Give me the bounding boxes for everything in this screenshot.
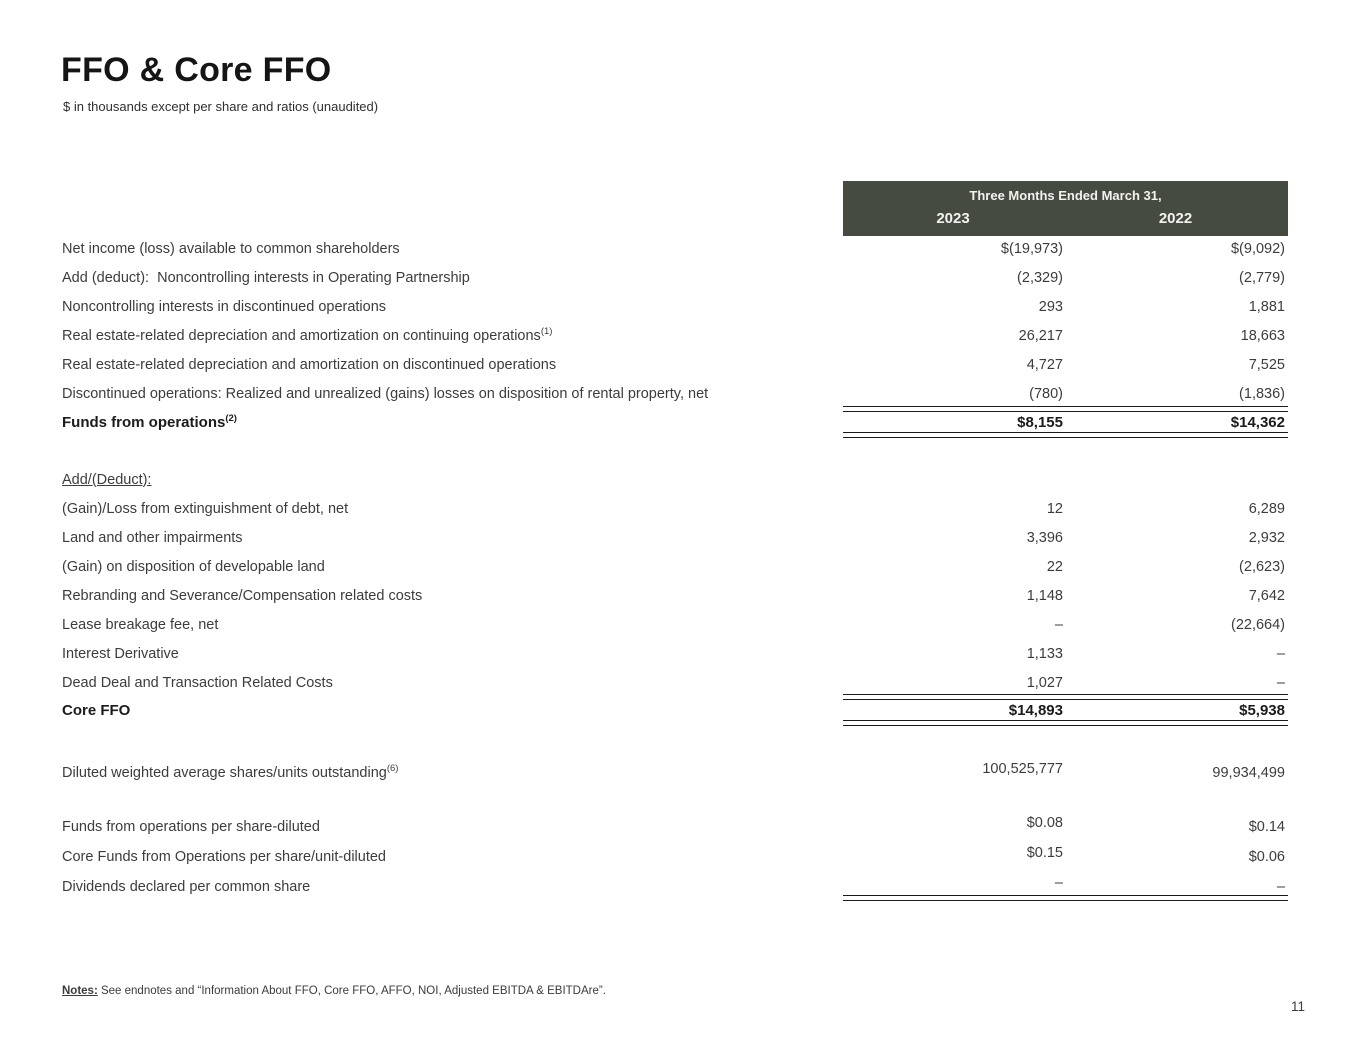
row-label: Dividends declared per common share <box>62 878 311 895</box>
row-label: (Gain) on disposition of developable land <box>62 558 325 575</box>
value-2023: 12 <box>1046 500 1063 517</box>
year-2022-header: 2022 <box>1158 210 1193 227</box>
row-label: Funds from operations$^{(2)}$ <box>62 412 237 431</box>
year-2023-header: 2023 <box>936 210 970 227</box>
row-label: Core Funds from Operations per share/unit-diluted <box>62 848 386 865</box>
row-label: Noncontrolling interests in discontinued operations <box>62 298 387 315</box>
value-2023: 293 <box>1038 298 1063 315</box>
value-2023: 22 <box>1046 558 1063 575</box>
table-row <box>62 610 1288 639</box>
row-label: Land and other impairments <box>62 529 243 546</box>
value-2022: (2,779) <box>1239 269 1285 286</box>
value-2022: $5,938 <box>1239 701 1285 719</box>
value-2022: 1,881 <box>1248 298 1285 315</box>
value-2023: – <box>1054 874 1063 891</box>
value-2023: $0.08 <box>1026 814 1063 831</box>
row-label: Interest Derivative <box>62 645 179 662</box>
value-2022: 2,932 <box>1248 529 1285 546</box>
table-row <box>62 350 1288 379</box>
double-rule <box>843 432 1288 438</box>
table-row <box>62 812 1288 841</box>
value-2023: 1,148 <box>1026 587 1063 604</box>
notes-text: See endnotes and “Information About FFO, Core FFO, AFFO, NOI, Adjusted EBITDA & EBITDAre”. <box>97 985 606 997</box>
table-row <box>62 842 1288 871</box>
row-label: Core FFO <box>62 701 131 719</box>
row-label: Real estate-related depreciation and amortization on continuing operations$^{(1)}$ <box>62 325 553 344</box>
page-title: FFO & Core FFO <box>61 51 332 89</box>
value-2023: $8,155 <box>1017 413 1063 431</box>
table-row <box>62 581 1288 610</box>
table-row <box>62 379 1288 408</box>
table-row <box>62 292 1288 321</box>
value-2023: $0.15 <box>1026 844 1063 861</box>
value-2022: 18,663 <box>1240 327 1285 344</box>
table-header-band <box>843 181 1288 236</box>
table-row <box>62 758 1288 787</box>
value-2022: $14,362 <box>1230 413 1285 431</box>
table-row <box>62 234 1288 263</box>
notes <box>62 985 606 997</box>
row-label: Net income (loss) available to common shareholders <box>62 240 400 257</box>
row-label: Rebranding and Severance/Compensation related costs <box>62 587 423 604</box>
row-label: Add (deduct): Noncontrolling interests in Operating Partnership <box>62 269 470 286</box>
row-label: Real estate-related depreciation and amortization on discontinued operations <box>62 356 557 373</box>
period-header: Three Months Ended March 31, <box>969 188 1162 203</box>
table-row <box>62 494 1288 523</box>
section-heading: Add/(Deduct): <box>62 471 152 488</box>
value-2023: 1,133 <box>1026 645 1063 662</box>
row-label: Funds from operations per share-diluted <box>62 818 320 835</box>
page-subtitle: $ in thousands except per share and ratios (unaudited) <box>63 99 379 114</box>
value-2023: $(19,973) <box>1000 240 1063 257</box>
table-row <box>62 639 1288 668</box>
table-row <box>62 523 1288 552</box>
value-2023: – <box>1054 616 1063 633</box>
value-2023: 26,217 <box>1018 327 1063 344</box>
value-2022: – <box>1276 878 1285 895</box>
row-label: Discontinued operations: Realized and unrealized (gains) losses on disposition of rental property, net <box>62 385 709 402</box>
value-2023: $14,893 <box>1008 701 1063 719</box>
footnote-marker: (1) <box>540 325 553 337</box>
value-2022: 6,289 <box>1248 500 1285 517</box>
value-2023: 1,027 <box>1026 674 1063 691</box>
double-rule <box>843 720 1288 726</box>
value-2023: (780) <box>1029 385 1063 402</box>
table-row <box>62 668 1288 697</box>
table-row <box>62 263 1288 292</box>
value-2023: 4,727 <box>1026 356 1063 373</box>
row-label: Lease breakage fee, net <box>62 616 219 633</box>
row-label: Dead Deal and Transaction Related Costs <box>62 674 333 691</box>
row-label: Diluted weighted average shares/units outstanding$^{(6)}$ <box>62 762 399 781</box>
value-2022: $0.06 <box>1248 848 1285 865</box>
value-2022: – <box>1276 674 1285 691</box>
value-2022: (1,836) <box>1239 385 1285 402</box>
value-2022: $(9,092) <box>1230 240 1285 257</box>
page-number: 11 <box>1290 999 1305 1014</box>
value-2023: (2,329) <box>1017 269 1063 286</box>
value-2022: 99,934,499 <box>1212 764 1285 781</box>
value-2023: 3,396 <box>1026 529 1063 546</box>
value-2022: $0.14 <box>1248 818 1285 835</box>
double-rule <box>843 895 1288 901</box>
year-headers <box>843 210 1288 227</box>
table-row <box>62 321 1288 350</box>
footnote-marker: (2) <box>225 412 237 424</box>
footnote-marker: (6) <box>386 762 399 774</box>
row-label: (Gain)/Loss from extinguishment of debt, net <box>62 500 349 517</box>
notes-label: Notes: <box>62 985 98 997</box>
value-2023: 100,525,777 <box>982 760 1063 777</box>
value-2022: – <box>1276 645 1285 662</box>
table-row <box>62 552 1288 581</box>
value-2022: (22,664) <box>1230 616 1285 633</box>
value-2022: 7,525 <box>1248 356 1285 373</box>
value-2022: (2,623) <box>1239 558 1285 575</box>
value-2022: 7,642 <box>1248 587 1285 604</box>
